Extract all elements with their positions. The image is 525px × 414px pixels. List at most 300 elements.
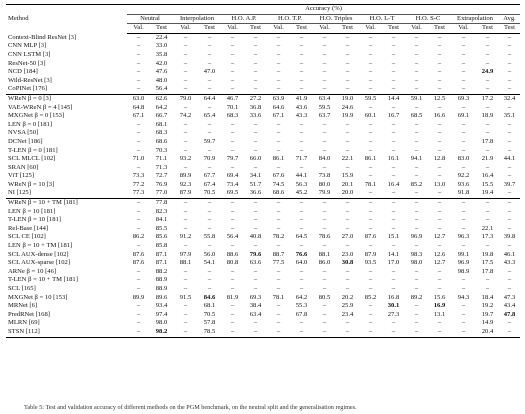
method-name-cell: ResNet-50 [3] [8,59,46,67]
accuracy-cell: 12.7 [433,259,446,267]
accuracy-cell: 94.3 [457,293,470,301]
accuracy-cell: – [368,285,373,292]
accuracy-cell: – [322,85,327,93]
accuracy-cell: 88.6 [226,250,239,258]
accuracy-cell: – [290,199,313,208]
accuracy-cell: 98.0 [410,259,423,267]
accuracy-cell: – [345,276,350,284]
accuracy-cell: – [461,137,466,145]
accuracy-cell: – [368,42,373,50]
accuracy-cell: 63.6 [249,259,262,267]
accuracy-cell: 70.5 [203,189,216,197]
column-group-header: H.O. A.P. [221,14,267,24]
accuracy-cell: 23.4 [341,310,354,318]
accuracy-cell: – [299,224,304,232]
accuracy-cell: – [461,129,466,137]
accuracy-cell: – [322,207,327,215]
accuracy-cell: – [183,285,188,292]
accuracy-cell: 89.6 [155,293,168,301]
table-row [6,164,520,173]
accuracy-cell: – [368,207,373,215]
accuracy-cell: – [207,33,212,41]
accuracy-cell: – [368,242,373,250]
table-row [6,172,520,181]
method-name-cell: SCL AUX-sparse [102] [8,259,71,267]
accuracy-cell: – [136,137,141,145]
accuracy-cell: 14.1 [387,250,400,258]
accuracy-cell: – [299,120,304,128]
accuracy-cell: 85.6 [155,233,168,241]
accuracy-cell: – [253,129,258,137]
accuracy-cell: – [183,207,188,215]
accuracy-cell: – [345,42,350,50]
accuracy-cell: 27.2 [244,94,267,103]
accuracy-cell: – [368,137,373,145]
accuracy-cell: – [485,146,490,154]
accuracy-cell: 56.4 [155,85,168,93]
accuracy-cell: 19.2 [481,302,494,310]
accuracy-cell: – [276,42,281,50]
accuracy-cell: 74.2 [179,112,192,120]
accuracy-cell: 67.1 [272,112,285,120]
accuracy-cell: – [207,163,212,171]
accuracy-cell: – [313,199,336,208]
accuracy-cell: 15.9 [341,172,354,180]
accuracy-cell: 43.3 [295,112,308,120]
accuracy-cell: – [368,68,373,76]
accuracy-cell: – [368,103,373,111]
accuracy-cell: – [299,137,304,145]
accuracy-cell: 14.4 [382,94,405,103]
method-name-cell: MRNet [6] [8,302,38,310]
accuracy-cell: 80.0 [318,180,331,188]
accuracy-cell: – [253,146,258,154]
accuracy-cell: – [368,319,373,327]
accuracy-cell: 46.1 [503,250,516,258]
accuracy-cell: 68.3 [155,129,168,137]
method-name-cell: NVSA [50] [8,129,39,137]
table-row [6,104,520,113]
accuracy-cell: – [322,76,327,84]
accuracy-cell: 69.3 [249,293,262,301]
accuracy-cell: – [253,137,258,145]
accuracy-cell: 16.7 [387,112,400,120]
accuracy-cell: – [253,85,258,93]
accuracy-cell: – [437,50,442,58]
accuracy-cell: – [276,267,281,275]
accuracy-cell: – [183,163,188,171]
accuracy-cell: 73.8 [318,172,331,180]
accuracy-cell: – [244,199,267,208]
method-name-cell: MXGNet β = 10 [153] [8,293,68,301]
accuracy-cell: 62.6 [150,94,173,103]
accuracy-cell: – [183,103,188,111]
accuracy-cell: – [507,137,512,145]
accuracy-cell: – [414,103,419,111]
accuracy-cell: 13.0 [433,180,446,188]
accuracy-cell: – [322,137,327,145]
method-name-cell: NCD [184] [8,68,38,76]
accuracy-cell: – [299,85,304,93]
table-row [6,51,520,60]
accuracy-cell: 17.8 [481,137,494,145]
accuracy-cell: – [368,163,373,171]
accuracy-cell: 78.5 [198,328,221,337]
accuracy-cell: – [391,224,396,232]
accuracy-cell: 63.7 [318,112,331,120]
accuracy-cell: – [414,59,419,67]
accuracy-cell: – [414,137,419,145]
accuracy-cell: 20.1 [341,180,354,188]
accuracy-cell: 96.9 [457,259,470,267]
accuracy-cell: 16.9 [433,302,446,310]
accuracy-cell: – [437,120,442,128]
accuracy-cell: – [368,267,373,275]
accuracy-cell: – [437,207,442,215]
accuracy-cell: – [322,285,327,292]
accuracy-cell: 27.3 [387,310,400,318]
accuracy-cell: – [230,310,235,318]
accuracy-cell: – [414,42,419,50]
accuracy-cell: – [173,328,198,337]
accuracy-cell: – [507,276,512,284]
accuracy-cell: 87.1 [155,250,168,258]
table-row [6,138,520,147]
accuracy-cell: – [253,224,258,232]
column-subheader: Test [336,24,359,34]
accuracy-cell: – [437,276,442,284]
column-subheader: Val. [173,24,198,34]
accuracy-cell: 59.5 [318,103,331,111]
accuracy-cell: 19.8 [481,250,494,258]
accuracy-cell: – [299,276,304,284]
accuracy-cell: – [322,146,327,154]
accuracy-cell: – [414,216,419,224]
accuracy-cell: 94.1 [410,155,423,163]
accuracy-cell: – [136,319,141,327]
accuracy-cell: – [276,319,281,327]
accuracy-cell: – [391,146,396,154]
accuracy-cell: – [136,50,141,58]
accuracy-cell: – [437,137,442,145]
table-row [6,225,520,234]
accuracy-cell: – [368,310,373,318]
accuracy-cell: 71.3 [155,163,168,171]
accuracy-cell: – [414,189,419,197]
accuracy-cell: 12.7 [433,233,446,241]
accuracy-cell: 12.5 [428,94,451,103]
accuracy-cell: 97.4 [155,310,168,318]
accuracy-cell: 16.6 [433,112,446,120]
accuracy-cell: – [391,137,396,145]
accuracy-cell: – [499,328,520,337]
accuracy-cell: 56.4 [226,233,239,241]
accuracy-cell: 41.9 [290,94,313,103]
accuracy-cell: – [391,120,396,128]
accuracy-cell: – [183,224,188,232]
accuracy-cell: – [183,267,188,275]
accuracy-cell: 74.5 [272,180,285,188]
accuracy-cell: 20.4 [476,328,499,337]
accuracy-cell: – [230,285,235,292]
column-subheader: Val. [267,24,290,34]
accuracy-cell: – [507,267,512,275]
accuracy-cell: 98.9 [457,267,470,275]
accuracy-cell: 88.9 [155,285,168,292]
accuracy-cell: 72.7 [155,172,168,180]
accuracy-cell: – [359,199,382,208]
accuracy-cell: 64.2 [295,293,308,301]
table-row [6,328,520,337]
accuracy-cell: 79.7 [226,155,239,163]
table-row [6,85,520,94]
accuracy-cell: – [267,199,290,208]
accuracy-cell: 63.9 [267,94,290,103]
accuracy-cell: – [322,129,327,137]
accuracy-cell: – [336,199,359,208]
accuracy-cell: – [485,76,490,84]
accuracy-cell: – [136,242,141,250]
accuracy-cell: 63.0 [127,94,150,103]
accuracy-cell: 43.4 [503,302,516,310]
table-row [6,181,520,190]
accuracy-cell: – [276,59,281,67]
accuracy-cell: – [414,33,419,41]
accuracy-cell: – [507,76,512,84]
accuracy-cell: – [127,328,150,337]
accuracy-cell: – [299,319,304,327]
accuracy-cell: – [345,85,350,93]
accuracy-cell: – [485,85,490,93]
accuracy-cell: 68.1 [203,302,216,310]
table-row [6,251,520,260]
accuracy-cell: – [322,242,327,250]
accuracy-cell: – [345,120,350,128]
method-name-cell: SCL AUX-dense [102] [8,250,69,258]
column-group-header: H.O. Triples [313,14,359,24]
accuracy-cell: 77.8 [150,199,173,208]
table-row [6,33,520,42]
method-name-cell: LEN β = 10 [181] [8,207,56,215]
table-row [6,60,520,69]
accuracy-cell: – [136,129,141,137]
table-row [6,268,520,277]
accuracy-cell: – [382,328,405,337]
accuracy-cell: 18.4 [481,293,494,301]
method-name-cell: CNN MLP [3] [8,42,47,50]
accuracy-cell: – [299,76,304,84]
accuracy-cell: – [299,163,304,171]
accuracy-cell: – [485,285,490,292]
accuracy-cell: 54.1 [203,259,216,267]
accuracy-cell: – [391,319,396,327]
accuracy-cell: – [183,59,188,67]
accuracy-cell: – [485,33,490,41]
accuracy-cell: – [136,59,141,67]
method-name-cell: Wild-ResNet [3] [8,76,52,84]
accuracy-cell: 17.5 [481,259,494,267]
accuracy-cell: 42.0 [155,59,168,67]
accuracy-cell: – [485,59,490,67]
accuracy-cell: – [485,50,490,58]
accuracy-cell: 70.3 [155,146,168,154]
accuracy-cell: 33.0 [155,42,168,50]
accuracy-cell: – [461,120,466,128]
accuracy-cell: – [368,172,373,180]
accuracy-cell: 16.8 [387,293,400,301]
accuracy-cell: 85.5 [155,224,168,232]
table-row [6,208,520,217]
accuracy-cell: 64.5 [295,233,308,241]
accuracy-cell: 56.3 [295,180,308,188]
accuracy-cell: 87.9 [179,189,192,197]
accuracy-cell: – [136,146,141,154]
accuracy-cell: – [345,319,350,327]
accuracy-cell: 91.2 [179,233,192,241]
accuracy-cell: 12.8 [433,155,446,163]
accuracy-cell: – [485,207,490,215]
accuracy-cell: 71.1 [155,155,168,163]
accuracy-cell: 89.9 [132,293,145,301]
table-row [6,311,520,320]
accuracy-cell: 46.7 [221,94,244,103]
accuracy-cell: 64.4 [198,94,221,103]
accuracy-cell: 59.1 [405,94,428,103]
method-name-cell: LEN β = 0 [181] [8,120,53,128]
table-row [6,216,520,225]
accuracy-cell: – [336,328,359,337]
accuracy-cell: – [136,276,141,284]
accuracy-cell: – [345,224,350,232]
accuracy-cell: – [507,85,512,93]
accuracy-cell: 70.9 [203,155,216,163]
accuracy-cell: 36.6 [249,189,262,197]
accuracy-cell: – [183,50,188,58]
accuracy-cell: – [267,328,290,337]
accuracy-cell: 65.4 [203,112,216,120]
accuracy-cell: 98.3 [410,250,423,258]
accuracy-cell: – [276,302,281,310]
accuracy-cell: – [230,120,235,128]
accuracy-cell: – [345,163,350,171]
accuracy-cell: – [437,76,442,84]
accuracy-cell: – [414,68,419,76]
accuracy-cell: 35.8 [155,50,168,58]
accuracy-cell: – [414,285,419,292]
accuracy-cell: – [507,163,512,171]
column-subheader: Val. [405,24,428,34]
accuracy-cell: 84.6 [203,293,216,301]
accuracy-cell: 22.1 [481,224,494,232]
accuracy-cell: 51.7 [249,180,262,188]
accuracy-cell: – [437,163,442,171]
accuracy-cell: – [136,68,141,76]
column-subheader: Val. [313,24,336,34]
table-row [6,68,520,77]
accuracy-cell: – [391,68,396,76]
accuracy-cell: – [391,189,396,197]
accuracy-cell: – [507,129,512,137]
accuracy-cell: 45.2 [295,189,308,197]
accuracy-cell: – [322,163,327,171]
accuracy-cell: – [207,129,212,137]
accuracy-cell: – [405,328,428,337]
accuracy-cell: – [507,68,512,76]
table-row [6,147,520,156]
accuracy-cell: 88.7 [272,250,285,258]
accuracy-cell: – [207,76,212,84]
accuracy-cell: – [345,68,350,76]
accuracy-cell: – [485,120,490,128]
method-name-cell: SRAN [60] [8,163,39,171]
accuracy-cell: 19.4 [481,189,494,197]
accuracy-cell: 86.2 [132,233,145,241]
accuracy-cell: – [230,302,235,310]
accuracy-cell: – [207,59,212,67]
accuracy-cell: – [451,199,476,208]
accuracy-cell: – [414,146,419,154]
accuracy-cell: – [299,146,304,154]
table-row [6,121,520,130]
accuracy-cell: 98.0 [155,319,168,327]
accuracy-cell: 39.7 [503,180,516,188]
accuracy-cell: – [461,242,466,250]
accuracy-cell: – [414,207,419,215]
accuracy-cell: – [322,216,327,224]
method-name-cell: MLRN [69] [8,319,40,327]
accuracy-cell: 23.0 [341,250,354,258]
accuracy-cell: – [207,242,212,250]
accuracy-cell: – [136,163,141,171]
accuracy-cell: 67.8 [295,310,308,318]
accuracy-cell: – [461,68,466,76]
accuracy-cell: – [507,319,512,327]
accuracy-cell: 30.1 [387,302,400,310]
method-name-cell: LEN β = 10 + TM [181] [8,242,73,250]
accuracy-cell: – [507,224,512,232]
accuracy-cell: – [391,216,396,224]
accuracy-cell: – [244,328,267,337]
accuracy-cell: – [230,85,235,93]
accuracy-cell: 69.4 [226,172,239,180]
accuracy-cell: 79.9 [318,189,331,197]
accuracy-cell: – [437,68,442,76]
accuracy-cell: – [136,120,141,128]
accuracy-cell: – [183,146,188,154]
accuracy-cell: 85.2 [410,180,423,188]
accuracy-cell: – [299,242,304,250]
accuracy-cell: – [345,137,350,145]
accuracy-cell: – [368,59,373,67]
accuracy-cell: – [391,163,396,171]
accuracy-cell: – [461,285,466,292]
accuracy-cell: – [499,199,520,208]
method-name-cell: CNN LSTM [3] [8,50,51,58]
accuracy-cell: 25.9 [341,302,354,310]
header-row-accuracy [6,5,520,15]
accuracy-cell: – [230,207,235,215]
column-subheader: Test [382,24,405,34]
accuracy-cell: – [290,328,313,337]
accuracy-cell: – [485,242,490,250]
accuracy-cell: 17.0 [387,259,400,267]
accuracy-cell: – [437,267,442,275]
accuracy-cell: – [136,33,141,41]
accuracy-cell: – [368,129,373,137]
accuracy-cell: 85.8 [155,242,168,250]
accuracy-cell: 63.4 [249,310,262,318]
table-row [6,42,520,51]
